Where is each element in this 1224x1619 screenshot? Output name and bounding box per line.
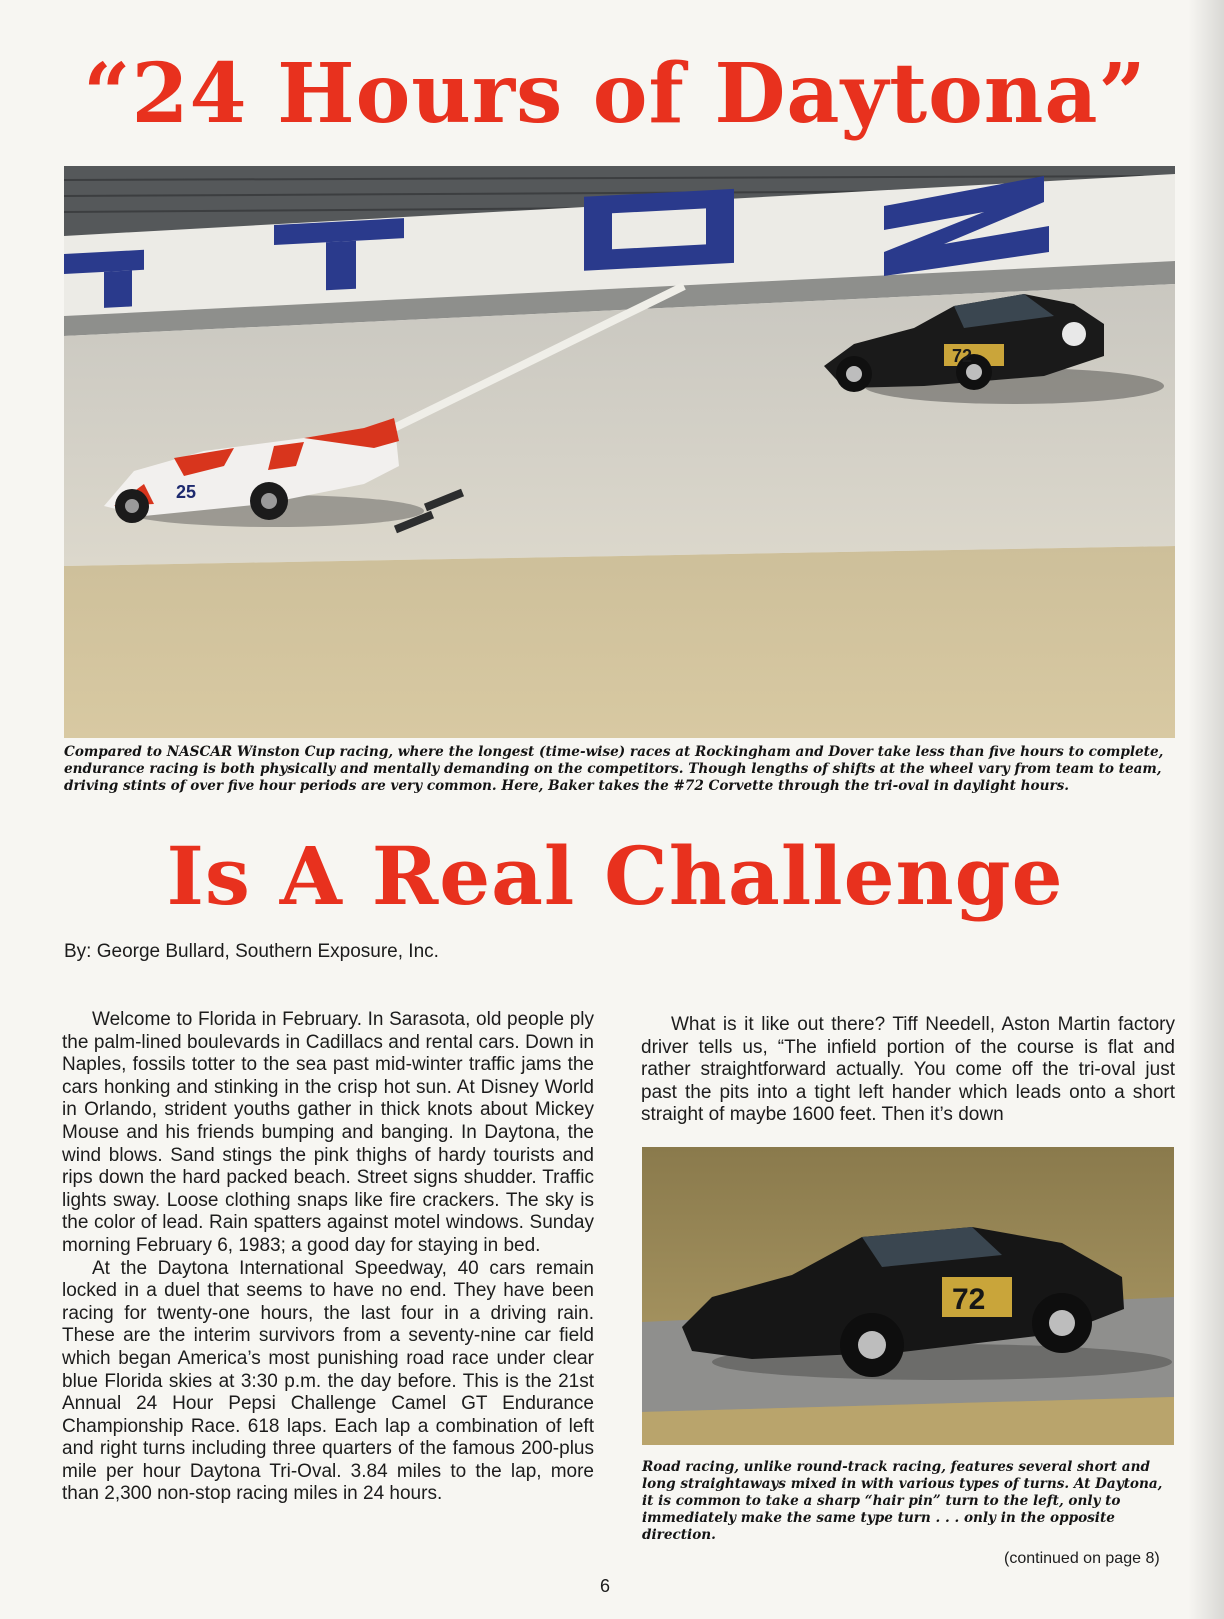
page-number: 6 [600, 1576, 611, 1596]
paragraph: What is it like out there? Tiff Needell, Aston Martin factory driver tells us, “The infield portion of the course is flat and rather straightforward actually. You come off the tri-oval just past the pits into a tight left hander which leads onto a short straight of maybe 1600 feet. Then it’s down [641, 1014, 1175, 1126]
bottom-photo-illustration [642, 1147, 1174, 1445]
bottom-photo-corvette [642, 1147, 1174, 1445]
byline: By: George Bullard, Southern Exposure, Inc. [64, 941, 439, 962]
top-photo-daytona-tri-oval [64, 166, 1175, 738]
infield-grass [64, 546, 1175, 738]
headline-top: “24 Hours of Daytona” [83, 46, 1147, 142]
top-photo-illustration [64, 166, 1175, 738]
continued-note: (continued on page 8) [1004, 1550, 1160, 1567]
bottom-photo-caption: Road racing, unlike round-track racing, features several short and long straightaways mixed in with various types of turns. At Daytona, it is common to take a sharp “hair pin” turn to the left, only to immediately make the same type turn . . . only in the opposite direction. [642, 1459, 1163, 1543]
svg-text:72: 72 [952, 346, 973, 366]
paragraph: At the Daytona International Speedway, 40 cars remain locked in a duel that seems to have no end. They have been racing for twenty-one hours, the last four in a driving rain. These are the interim survivors from a seventy-nine car field which began America’s most punishing road race under clear blue Florida skies at 3:30 p.m. the day before. This is the 21st Annual 24 Hour Pepsi Challenge Camel GT Endurance Championship Race. 618 laps. Each lap a combination of left and right turns including three quarters of the famous 200-plus mile per hour Daytona Tri-Oval. 3.84 miles to the lap, more than 2,300 non-stop racing miles in 24 hours. [62, 1257, 594, 1505]
page-edge-shadow [1188, 0, 1224, 1619]
headline-bottom: Is A Real Challenge [166, 829, 1064, 923]
article-column-right [641, 1014, 1175, 1127]
article-column-left [62, 1009, 594, 1506]
svg-text:25: 25 [176, 482, 197, 502]
top-photo-caption: Compared to NASCAR Winston Cup racing, where the longest (time-wise) races at Rockingham and Dover take less than five hours to complete, endurance racing is both physically and mentally demanding on the competitors. Though lengths of shifts at the wheel vary from team to team, driving stints of over five hour periods are very common. Here, Baker takes the #72 Corvette through the tri-oval in daylight hours. [64, 744, 1164, 794]
paragraph: Welcome to Florida in February. In Sarasota, old people ply the palm-lined boulevards in Cadillacs and rental cars. Down in Naples, fossils totter to the sea past mid-winter traffic jams the cars honking and stinking in the crisp hot sun. At Disney World in Orlando, strident youths gather in thick knots about Mickey Mouse and his friends bumping and banging. In Daytona, the wind blows. Sand stings the pink thighs of hardy tourists and rips down the hard packed beach. Street signs shudder. Traffic lights sway. Loose clothing snaps like fire crackers. The sky is the color of lead. Rain spatters against motel windows. Sunday morning February 6, 1983; a good day for staying in bed. [62, 1009, 594, 1256]
svg-text:72: 72 [952, 1283, 986, 1316]
